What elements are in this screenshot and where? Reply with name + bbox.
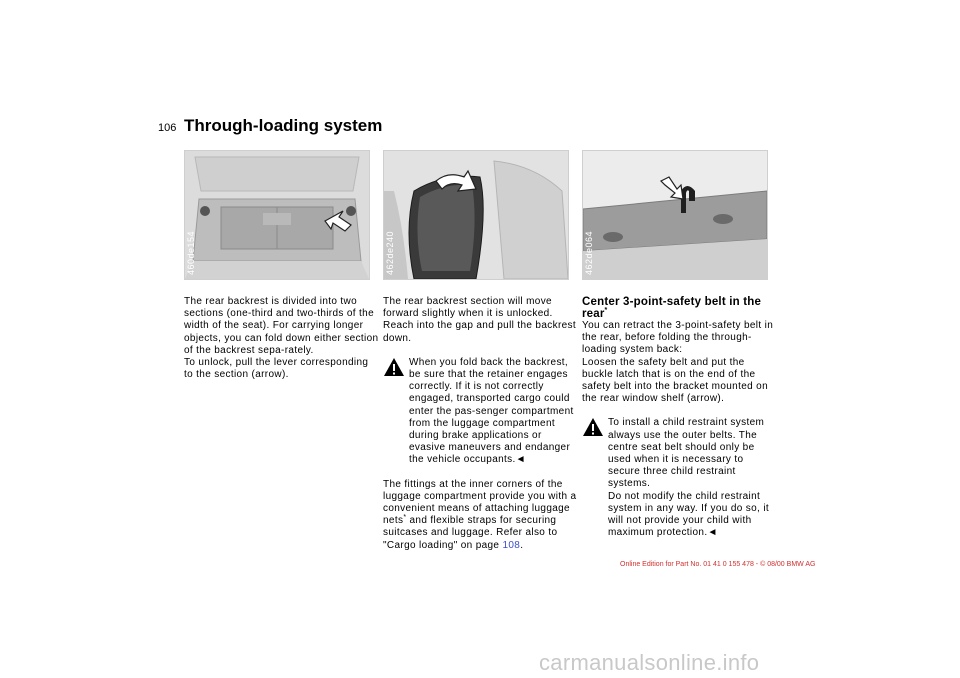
warning-text: To install a child restraint system always use the outer belts. The centre seat belt should only be used when it is necessary to secure three child restraint systems. xyxy=(608,417,765,490)
warning-text-content: Do not modify the child restraint system in any way. If you do so, it will not provide your child with maximum protection. xyxy=(608,490,770,539)
column-3 xyxy=(582,296,776,539)
optional-equipment-star: * xyxy=(604,307,608,314)
belt-figure xyxy=(582,150,768,280)
warning-block xyxy=(582,417,776,539)
page-reference-link[interactable]: 108 xyxy=(502,539,521,551)
backrest-illustration xyxy=(384,151,568,279)
paragraph: Loosen the safety belt and put the buckle latch that is on the end of the safety belt into the bracket mounted on the rear window shelf (arrow). xyxy=(582,356,768,405)
end-mark: ◄ xyxy=(515,454,526,466)
paragraph: The rear backrest section will move forward slightly when it is unlocked. Reach into the gap and pull the backrest down. xyxy=(383,296,577,344)
end-mark: ◄ xyxy=(707,527,718,539)
warning-block xyxy=(383,357,579,467)
page-number: 106 xyxy=(158,122,177,134)
column-2 xyxy=(383,296,579,552)
paragraph: To unlock, pull the lever corresponding to the section (arrow). xyxy=(184,357,369,381)
text-run: The fittings at the inner corners of the luggage compartment provide you with a convenient means of attaching luggage nets xyxy=(383,478,577,527)
text-run: and flexible straps for securing suitcases and luggage. Refer also to "Cargo loading" on page xyxy=(383,515,558,551)
text-run: . xyxy=(520,539,524,551)
paragraph: The rear backrest is divided into two sections (one-third and two-thirds of the width of the seat). For carrying longer objects, you can fold down either section of the backrest sepa-rately. xyxy=(184,296,379,356)
paragraph xyxy=(383,479,579,552)
warning-triangle-icon xyxy=(383,357,405,377)
figure-code: 462de064 xyxy=(584,230,594,275)
optional-equipment-star: * xyxy=(403,514,407,522)
page-title: Through-loading system xyxy=(184,116,383,135)
heading-text: Center 3-point-safety belt in the rear xyxy=(582,296,762,320)
figure-code: 462de240 xyxy=(385,230,395,275)
trunk-figure xyxy=(184,150,370,280)
warning-text xyxy=(409,357,579,467)
footer-edition-note: Online Edition for Part No. 01 41 0 155 478 - © 08/00 BMW AG xyxy=(620,561,816,568)
section-heading xyxy=(582,296,776,320)
trunk-illustration xyxy=(185,151,369,279)
warning-text-content: When you fold back the backrest, be sure that the retainer engages correctly. If it is not correctly engaged, transported cargo could enter the pas-senger compartment from the luggage compartment during brake applications or evasive maneuvers and endanger the vehicle occupants. xyxy=(409,356,574,466)
figure-code: 460de154 xyxy=(186,230,196,275)
paragraph: You can retract the 3-point-safety belt in the rear, before folding the through-loading system back: xyxy=(582,320,774,356)
watermark: carmanualsonline.info xyxy=(539,650,760,675)
warning-triangle-icon xyxy=(582,417,604,437)
backrest-figure xyxy=(383,150,569,280)
belt-illustration xyxy=(583,151,767,279)
warning-text xyxy=(608,491,776,540)
column-1 xyxy=(184,296,380,381)
